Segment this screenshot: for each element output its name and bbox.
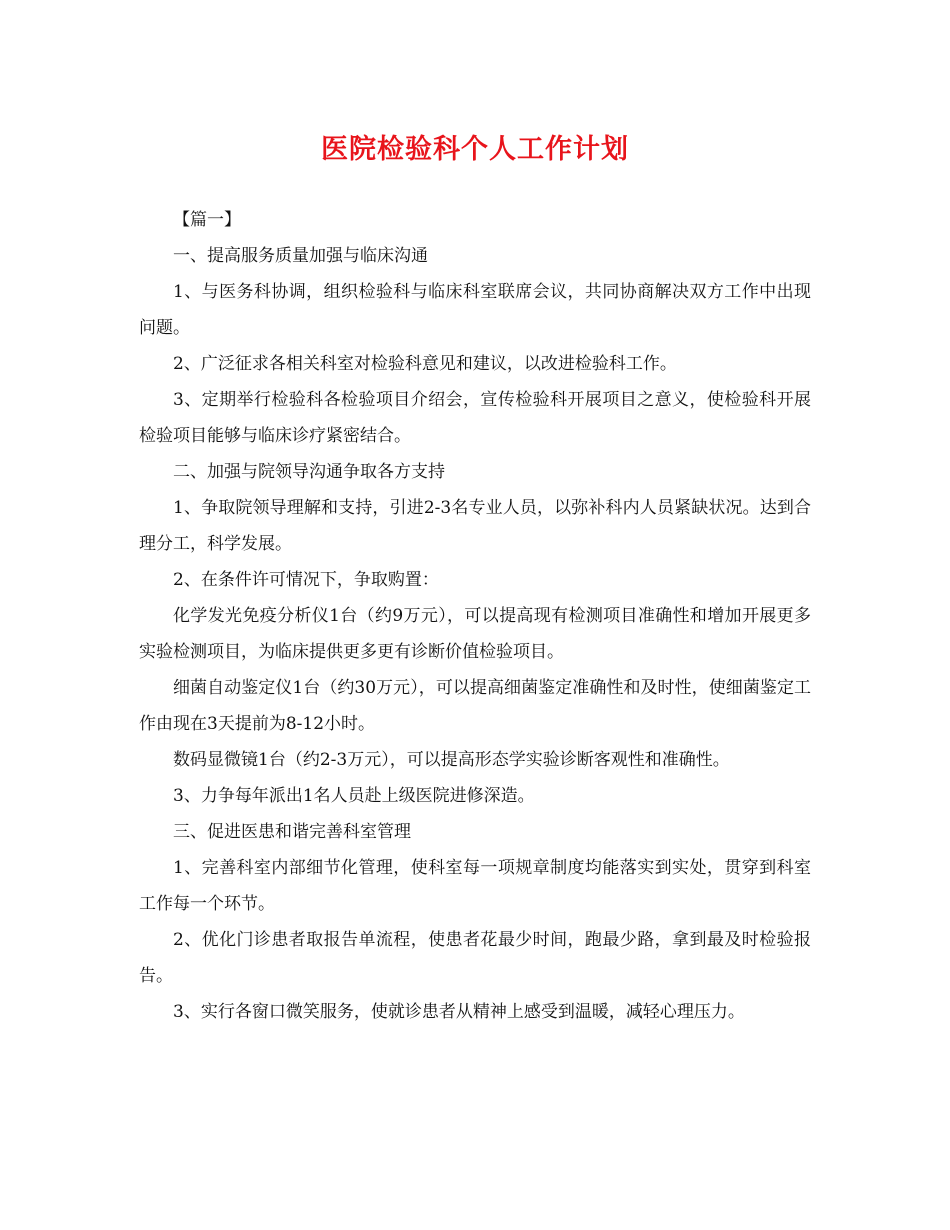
section-heading-1: 一、提高服务质量加强与临床沟通 <box>173 246 428 266</box>
document-title: 医院检验科个人工作计划 <box>321 134 629 165</box>
paragraph: 3、定期举行检验科各检验项目介绍会，宣传检验科开展项目之意义，使检验科开展检验项目能够与临床诊疗紧密结合。 <box>139 390 811 446</box>
paragraph: 2、在条件许可情况下，争取购置： <box>173 570 439 590</box>
paragraph: 1、完善科室内部细节化管理，使科室每一项规章制度均能落实到实处，贯穿到科室工作每一个环节。 <box>139 858 811 914</box>
paragraph: 化学发光免疫分析仪1台（约9万元），可以提高现有检测项目准确性和增加开展更多实验检测项目，为临床提供更多更有诊断价值检验项目。 <box>139 606 811 662</box>
paragraph: 1、争取院领导理解和支持，引进2-3名专业人员，以弥补科内人员紧缺状况。达到合理分工，科学发展。 <box>139 498 811 554</box>
paragraph: 3、力争每年派出1名人员赴上级医院进修深造。 <box>173 786 535 806</box>
paragraph: 数码显微镜1台（约2-3万元），可以提高形态学实验诊断客观性和准确性。 <box>173 750 730 770</box>
paragraph: 2、广泛征求各相关科室对检验科意见和建议，以改进检验科工作。 <box>173 354 677 374</box>
document-body <box>139 202 811 1030</box>
section-heading-2: 二、加强与院领导沟通争取各方支持 <box>173 462 445 482</box>
paragraph: 1、与医务科协调，组织检验科与临床科室联席会议，共同协商解决双方工作中出现问题。 <box>139 282 811 338</box>
section-marker: 【篇一】 <box>173 210 241 230</box>
paragraph: 2、优化门诊患者取报告单流程，使患者花最少时间，跑最少路，拿到最及时检验报告。 <box>139 930 811 986</box>
paragraph: 细菌自动鉴定仪1台（约30万元），可以提高细菌鉴定准确性和及时性，使细菌鉴定工作由现在3天提前为8-12小时。 <box>139 678 811 734</box>
paragraph: 3、实行各窗口微笑服务，使就诊患者从精神上感受到温暖，减轻心理压力。 <box>173 1002 745 1022</box>
section-heading-3: 三、促进医患和谐完善科室管理 <box>173 822 411 842</box>
